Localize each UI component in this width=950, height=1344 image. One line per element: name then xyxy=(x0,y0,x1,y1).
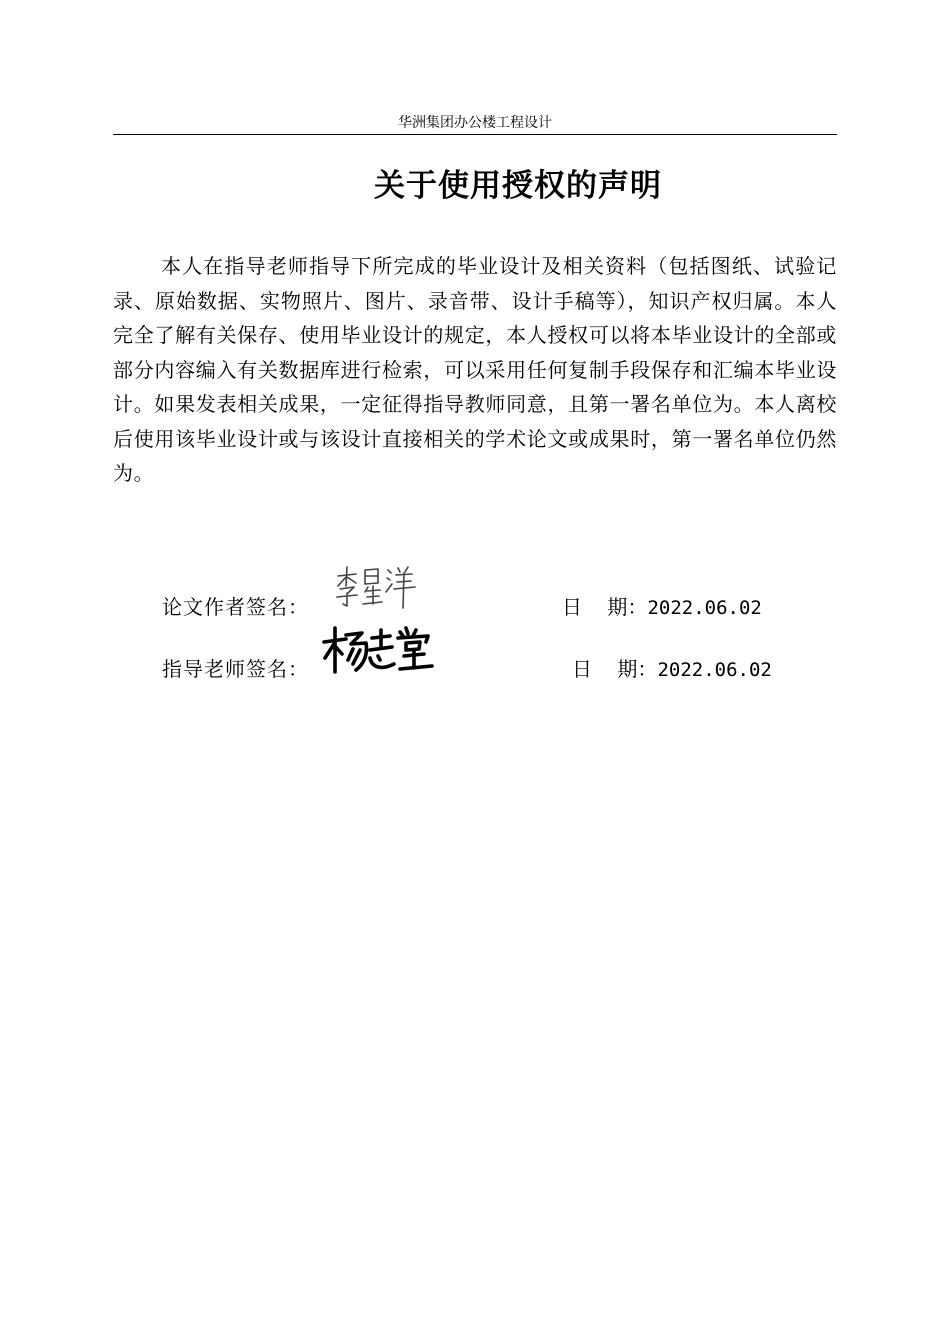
advisor-date xyxy=(572,654,772,685)
author-signature xyxy=(332,562,418,614)
author-signature-label: 论文作者签名： xyxy=(162,595,309,619)
author-date-label: 日 期： xyxy=(562,595,648,619)
header-rule xyxy=(113,134,837,135)
author-date xyxy=(562,592,762,623)
advisor-signature xyxy=(320,622,438,678)
author-date-value: 2022.06.02 xyxy=(647,597,762,619)
declaration-body: 本人在指导老师指导下所完成的毕业设计及相关资料（包括图纸、试验记录、原始数据、实物照片、图片、录音带、设计手稿等），知识产权归属。本人完全了解有关保存、使用毕业设计的规定，本人授权可以将本毕业设计的全部或部分内容编入有关数据库进行检索，可以采用任何复制手段保存和汇编本毕业设计。如果发表相关成果，一定征得指导教师同意，且第一署名单位为。本人离校后使用该毕业设计或与该设计直接相关的学术论文或成果时，第一署名单位仍然为。 xyxy=(113,254,837,485)
page-title: 关于使用授权的声明 xyxy=(374,168,662,204)
advisor-date-value: 2022.06.02 xyxy=(657,659,772,681)
advisor-signature-label: 指导老师签名： xyxy=(162,657,309,681)
running-header: 华洲集团办公楼工程设计 xyxy=(398,115,552,131)
advisor-date-label: 日 期： xyxy=(572,657,658,681)
